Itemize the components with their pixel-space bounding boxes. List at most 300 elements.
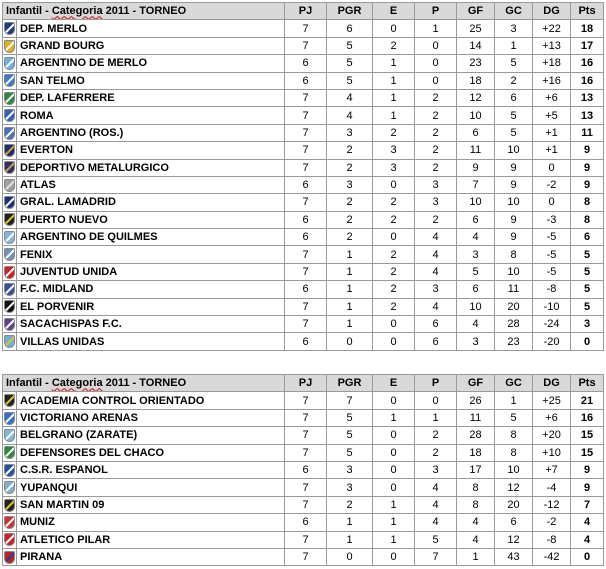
stat-gc: 12 <box>495 531 533 548</box>
stat-gc: 8 <box>495 444 533 461</box>
stat-dg: -20 <box>533 333 571 350</box>
stat-gf: 11 <box>457 142 495 159</box>
stat-pj: 6 <box>285 229 327 246</box>
team-crest-cell <box>3 55 17 72</box>
victoriano-arenas-crest-icon <box>4 412 15 425</box>
stat-dg: +5 <box>533 107 571 124</box>
defensores-del-chaco-crest-icon <box>4 446 15 459</box>
stat-pj: 6 <box>285 72 327 89</box>
stat-pgr: 2 <box>327 142 373 159</box>
team-name: SAN TELMO <box>17 72 285 89</box>
stat-e: 1 <box>373 89 415 106</box>
stat-pgr: 2 <box>327 496 373 513</box>
everton-crest-icon <box>4 144 15 157</box>
column-header-dg: DG <box>533 3 571 20</box>
stat-e: 1 <box>373 496 415 513</box>
stat-p: 2 <box>415 142 457 159</box>
stat-pj: 7 <box>285 124 327 141</box>
dep-merlo-crest-icon <box>4 22 15 35</box>
stat-p: 4 <box>415 246 457 263</box>
stat-pgr: 3 <box>327 176 373 193</box>
column-header-gc: GC <box>495 375 533 392</box>
stat-gf: 4 <box>457 229 495 246</box>
stat-pts: 9 <box>571 479 604 496</box>
stat-p: 4 <box>415 298 457 315</box>
stat-pj: 7 <box>285 531 327 548</box>
stat-pts: 7 <box>571 496 604 513</box>
table-row <box>3 479 604 496</box>
column-header-pj: PJ <box>285 3 327 20</box>
table-row <box>3 211 604 228</box>
column-header-pgr: PGR <box>327 375 373 392</box>
stat-p: 0 <box>415 392 457 409</box>
column-header-e: E <box>373 3 415 20</box>
stat-pgr: 5 <box>327 72 373 89</box>
stat-pj: 7 <box>285 298 327 315</box>
stat-pgr: 1 <box>327 316 373 333</box>
argentino-ros-crest-icon <box>4 127 15 140</box>
stat-pj: 7 <box>285 444 327 461</box>
table-row <box>3 124 604 141</box>
stat-pgr: 1 <box>327 531 373 548</box>
stat-p: 4 <box>415 496 457 513</box>
stat-pgr: 3 <box>327 479 373 496</box>
stat-gc: 9 <box>495 159 533 176</box>
stat-gc: 5 <box>495 107 533 124</box>
stat-gf: 10 <box>457 298 495 315</box>
stat-gf: 6 <box>457 281 495 298</box>
team-crest-cell <box>3 427 17 444</box>
academia-control-orientado-crest-icon <box>4 394 15 407</box>
column-header-gf: GF <box>457 375 495 392</box>
stat-pj: 7 <box>285 246 327 263</box>
stat-gf: 7 <box>457 176 495 193</box>
table-row <box>3 55 604 72</box>
team-name: ATLETICO PILAR <box>17 531 285 548</box>
team-name: ARGENTINO (ROS.) <box>17 124 285 141</box>
team-crest-cell <box>3 124 17 141</box>
stat-pj: 7 <box>285 316 327 333</box>
stat-p: 2 <box>415 211 457 228</box>
stat-pj: 7 <box>285 392 327 409</box>
gral-lamadrid-crest-icon <box>4 196 15 209</box>
table-row <box>3 333 604 350</box>
standings-table-2 <box>2 374 604 566</box>
stat-pts: 16 <box>571 55 604 72</box>
stat-e: 2 <box>373 194 415 211</box>
table-row <box>3 392 604 409</box>
stat-pgr: 2 <box>327 159 373 176</box>
stat-pj: 7 <box>285 107 327 124</box>
stat-e: 0 <box>373 229 415 246</box>
el-porvenir-crest-icon <box>4 300 15 313</box>
stat-gf: 5 <box>457 263 495 280</box>
stat-gf: 3 <box>457 246 495 263</box>
stat-gc: 6 <box>495 514 533 531</box>
table-row <box>3 107 604 124</box>
stat-gf: 23 <box>457 55 495 72</box>
stat-dg: -10 <box>533 298 571 315</box>
team-name: C.S.R. ESPANOL <box>17 461 285 478</box>
stat-pgr: 2 <box>327 211 373 228</box>
atletico-pilar-crest-icon <box>4 533 15 546</box>
stat-pgr: 6 <box>327 20 373 37</box>
table-row <box>3 89 604 106</box>
stat-pgr: 0 <box>327 548 373 565</box>
stat-e: 2 <box>373 211 415 228</box>
stat-pts: 0 <box>571 333 604 350</box>
stat-gc: 20 <box>495 496 533 513</box>
stat-gf: 26 <box>457 392 495 409</box>
column-header-pts: Pts <box>571 3 604 20</box>
stat-gc: 9 <box>495 176 533 193</box>
team-crest-cell <box>3 479 17 496</box>
stat-pj: 7 <box>285 427 327 444</box>
stat-gf: 28 <box>457 427 495 444</box>
stat-p: 2 <box>415 124 457 141</box>
stat-pts: 13 <box>571 89 604 106</box>
stat-pj: 7 <box>285 194 327 211</box>
stat-pts: 9 <box>571 159 604 176</box>
stat-gc: 23 <box>495 333 533 350</box>
stat-p: 4 <box>415 263 457 280</box>
stat-gf: 6 <box>457 211 495 228</box>
villas-unidas-crest-icon <box>4 335 15 348</box>
header-row <box>3 375 604 392</box>
stat-e: 0 <box>373 444 415 461</box>
stat-pts: 5 <box>571 281 604 298</box>
stat-gc: 9 <box>495 211 533 228</box>
stat-pgr: 0 <box>327 333 373 350</box>
team-name: DEPORTIVO METALURGICO <box>17 159 285 176</box>
title-prefix: Infantil - <box>6 377 52 390</box>
stat-pts: 11 <box>571 124 604 141</box>
stat-gf: 8 <box>457 496 495 513</box>
stat-pj: 7 <box>285 409 327 426</box>
argentino-de-quilmes-crest-icon <box>4 231 15 244</box>
stat-p: 6 <box>415 333 457 350</box>
stat-p: 7 <box>415 548 457 565</box>
stat-dg: -2 <box>533 176 571 193</box>
stat-e: 1 <box>373 514 415 531</box>
stat-pts: 5 <box>571 298 604 315</box>
fenix-crest-icon <box>4 248 15 261</box>
team-name: ATLAS <box>17 176 285 193</box>
stat-gf: 25 <box>457 20 495 37</box>
stat-gf: 6 <box>457 124 495 141</box>
team-crest-cell <box>3 392 17 409</box>
stat-dg: -8 <box>533 531 571 548</box>
stat-p: 3 <box>415 176 457 193</box>
san-martin-09-crest-icon <box>4 499 15 512</box>
stat-pts: 15 <box>571 427 604 444</box>
table-row <box>3 246 604 263</box>
team-crest-cell <box>3 20 17 37</box>
stat-e: 0 <box>373 316 415 333</box>
stat-dg: -8 <box>533 281 571 298</box>
team-name: PUERTO NUEVO <box>17 211 285 228</box>
stat-pts: 9 <box>571 142 604 159</box>
table-row <box>3 72 604 89</box>
team-name: YUPANQUI <box>17 479 285 496</box>
stat-pj: 7 <box>285 159 327 176</box>
team-name: SACACHISPAS F.C. <box>17 316 285 333</box>
stat-pj: 6 <box>285 176 327 193</box>
fc-midland-crest-icon <box>4 283 15 296</box>
stat-p: 6 <box>415 316 457 333</box>
stat-e: 1 <box>373 55 415 72</box>
team-crest-cell <box>3 194 17 211</box>
stat-p: 0 <box>415 37 457 54</box>
team-crest-cell <box>3 548 17 565</box>
stat-e: 2 <box>373 263 415 280</box>
table-row <box>3 281 604 298</box>
stat-gc: 11 <box>495 281 533 298</box>
stat-e: 2 <box>373 124 415 141</box>
stat-e: 1 <box>373 107 415 124</box>
stat-pj: 7 <box>285 479 327 496</box>
juventud-unida-crest-icon <box>4 266 15 279</box>
stat-gc: 5 <box>495 409 533 426</box>
team-name: EL PORVENIR <box>17 298 285 315</box>
stat-dg: +1 <box>533 142 571 159</box>
table-row <box>3 531 604 548</box>
team-crest-cell <box>3 211 17 228</box>
stat-gf: 11 <box>457 409 495 426</box>
team-crest-cell <box>3 89 17 106</box>
stat-pgr: 2 <box>327 229 373 246</box>
stat-e: 2 <box>373 37 415 54</box>
stat-dg: +16 <box>533 72 571 89</box>
stat-dg: -2 <box>533 514 571 531</box>
sacachispas-crest-icon <box>4 318 15 331</box>
stat-e: 0 <box>373 548 415 565</box>
stat-gc: 3 <box>495 20 533 37</box>
team-name: ARGENTINO DE MERLO <box>17 55 285 72</box>
stat-dg: +6 <box>533 89 571 106</box>
team-crest-cell <box>3 298 17 315</box>
team-crest-cell <box>3 229 17 246</box>
stat-gc: 28 <box>495 316 533 333</box>
stat-pgr: 4 <box>327 107 373 124</box>
stat-gc: 8 <box>495 427 533 444</box>
stat-pj: 6 <box>285 333 327 350</box>
stat-p: 2 <box>415 427 457 444</box>
stat-gc: 10 <box>495 142 533 159</box>
stat-e: 1 <box>373 409 415 426</box>
stat-dg: +7 <box>533 461 571 478</box>
title-prefix: Infantil - <box>6 5 52 18</box>
stat-pj: 7 <box>285 263 327 280</box>
stat-dg: +18 <box>533 55 571 72</box>
stat-pts: 15 <box>571 444 604 461</box>
stat-pgr: 5 <box>327 37 373 54</box>
stat-dg: +6 <box>533 409 571 426</box>
table-row <box>3 514 604 531</box>
stat-gf: 17 <box>457 461 495 478</box>
stat-e: 0 <box>373 20 415 37</box>
table-row <box>3 409 604 426</box>
stat-pj: 6 <box>285 211 327 228</box>
team-name: ARGENTINO DE QUILMES <box>17 229 285 246</box>
stat-e: 1 <box>373 72 415 89</box>
argentino-de-merlo-crest-icon <box>4 57 15 70</box>
stat-p: 2 <box>415 89 457 106</box>
san-telmo-crest-icon <box>4 74 15 87</box>
column-header-gf: GF <box>457 3 495 20</box>
stat-dg: -24 <box>533 316 571 333</box>
stat-gc: 10 <box>495 461 533 478</box>
stat-gc: 10 <box>495 194 533 211</box>
stat-p: 3 <box>415 194 457 211</box>
stat-p: 1 <box>415 20 457 37</box>
stat-e: 1 <box>373 531 415 548</box>
stat-gc: 6 <box>495 89 533 106</box>
team-name: GRAL. LAMADRID <box>17 194 285 211</box>
table-row <box>3 548 604 565</box>
team-name: JUVENTUD UNIDA <box>17 263 285 280</box>
stat-pj: 7 <box>285 89 327 106</box>
table-row <box>3 444 604 461</box>
stat-e: 3 <box>373 159 415 176</box>
team-crest-cell <box>3 333 17 350</box>
table-row <box>3 496 604 513</box>
stat-p: 2 <box>415 159 457 176</box>
column-header-gc: GC <box>495 3 533 20</box>
team-crest-cell <box>3 263 17 280</box>
stat-pts: 17 <box>571 37 604 54</box>
column-header-pgr: PGR <box>327 3 373 20</box>
stat-pts: 5 <box>571 263 604 280</box>
stat-pts: 3 <box>571 316 604 333</box>
stat-pts: 16 <box>571 409 604 426</box>
team-name: GRAND BOURG <box>17 37 285 54</box>
stat-dg: +25 <box>533 392 571 409</box>
table-row <box>3 20 604 37</box>
puerto-nuevo-crest-icon <box>4 213 15 226</box>
stat-pts: 4 <box>571 531 604 548</box>
stat-e: 0 <box>373 176 415 193</box>
stat-p: 4 <box>415 229 457 246</box>
grand-bourg-crest-icon <box>4 40 15 53</box>
team-crest-cell <box>3 461 17 478</box>
team-crest-cell <box>3 281 17 298</box>
stat-pj: 7 <box>285 548 327 565</box>
stat-dg: +20 <box>533 427 571 444</box>
title-category-word: Categoria <box>51 377 103 390</box>
stat-gc: 9 <box>495 229 533 246</box>
team-crest-cell <box>3 37 17 54</box>
stat-gf: 10 <box>457 107 495 124</box>
stat-e: 2 <box>373 298 415 315</box>
stat-pts: 0 <box>571 548 604 565</box>
stat-dg: 0 <box>533 194 571 211</box>
stat-pgr: 1 <box>327 263 373 280</box>
team-name: DEP. MERLO <box>17 20 285 37</box>
column-header-dg: DG <box>533 375 571 392</box>
table-row <box>3 427 604 444</box>
stat-e: 0 <box>373 461 415 478</box>
csr-espanol-crest-icon <box>4 464 15 477</box>
stat-gf: 9 <box>457 159 495 176</box>
team-name: FENIX <box>17 246 285 263</box>
team-name: BELGRANO (ZARATE) <box>17 427 285 444</box>
stat-gf: 8 <box>457 479 495 496</box>
team-crest-cell <box>3 444 17 461</box>
roma-crest-icon <box>4 109 15 122</box>
table-row <box>3 316 604 333</box>
stat-gf: 12 <box>457 89 495 106</box>
muniz-crest-icon <box>4 516 15 529</box>
stat-p: 3 <box>415 461 457 478</box>
stat-pj: 6 <box>285 55 327 72</box>
stat-dg: +22 <box>533 20 571 37</box>
team-name: SAN MARTIN 09 <box>17 496 285 513</box>
team-crest-cell <box>3 496 17 513</box>
table-row <box>3 159 604 176</box>
team-name: MUNIZ <box>17 514 285 531</box>
team-crest-cell <box>3 107 17 124</box>
team-crest-cell <box>3 246 17 263</box>
stat-gf: 10 <box>457 194 495 211</box>
team-name: PIRANA <box>17 548 285 565</box>
stat-dg: -4 <box>533 479 571 496</box>
stat-pts: 18 <box>571 20 604 37</box>
table-row <box>3 194 604 211</box>
stat-pgr: 3 <box>327 461 373 478</box>
belgrano-zarate-crest-icon <box>4 429 15 442</box>
stat-pj: 6 <box>285 514 327 531</box>
stat-dg: -3 <box>533 211 571 228</box>
column-header-pj: PJ <box>285 375 327 392</box>
team-crest-cell <box>3 316 17 333</box>
yupanqui-crest-icon <box>4 481 15 494</box>
stat-dg: +10 <box>533 444 571 461</box>
column-header-pts: Pts <box>571 375 604 392</box>
team-crest-cell <box>3 159 17 176</box>
stat-pts: 5 <box>571 246 604 263</box>
stat-e: 0 <box>373 427 415 444</box>
team-name: EVERTON <box>17 142 285 159</box>
stat-gf: 4 <box>457 531 495 548</box>
stat-p: 2 <box>415 444 457 461</box>
stat-pj: 7 <box>285 496 327 513</box>
stat-pgr: 1 <box>327 246 373 263</box>
table-row <box>3 263 604 280</box>
stat-gc: 5 <box>495 124 533 141</box>
stat-p: 0 <box>415 72 457 89</box>
title-suffix: 2011 - TORNEO <box>102 5 187 18</box>
stat-gf: 18 <box>457 72 495 89</box>
stat-gc: 8 <box>495 246 533 263</box>
pirana-crest-icon <box>4 551 15 564</box>
title-category-word: Categoria <box>51 5 103 18</box>
stat-p: 4 <box>415 514 457 531</box>
dep-laferrere-crest-icon <box>4 92 15 105</box>
stat-e: 3 <box>373 142 415 159</box>
team-crest-cell <box>3 514 17 531</box>
stat-gf: 3 <box>457 333 495 350</box>
stat-dg: -42 <box>533 548 571 565</box>
stat-gf: 4 <box>457 514 495 531</box>
stat-pgr: 2 <box>327 194 373 211</box>
table-row <box>3 37 604 54</box>
table-row <box>3 229 604 246</box>
stat-gc: 43 <box>495 548 533 565</box>
stat-pgr: 5 <box>327 409 373 426</box>
stat-pgr: 1 <box>327 514 373 531</box>
team-crest-cell <box>3 142 17 159</box>
